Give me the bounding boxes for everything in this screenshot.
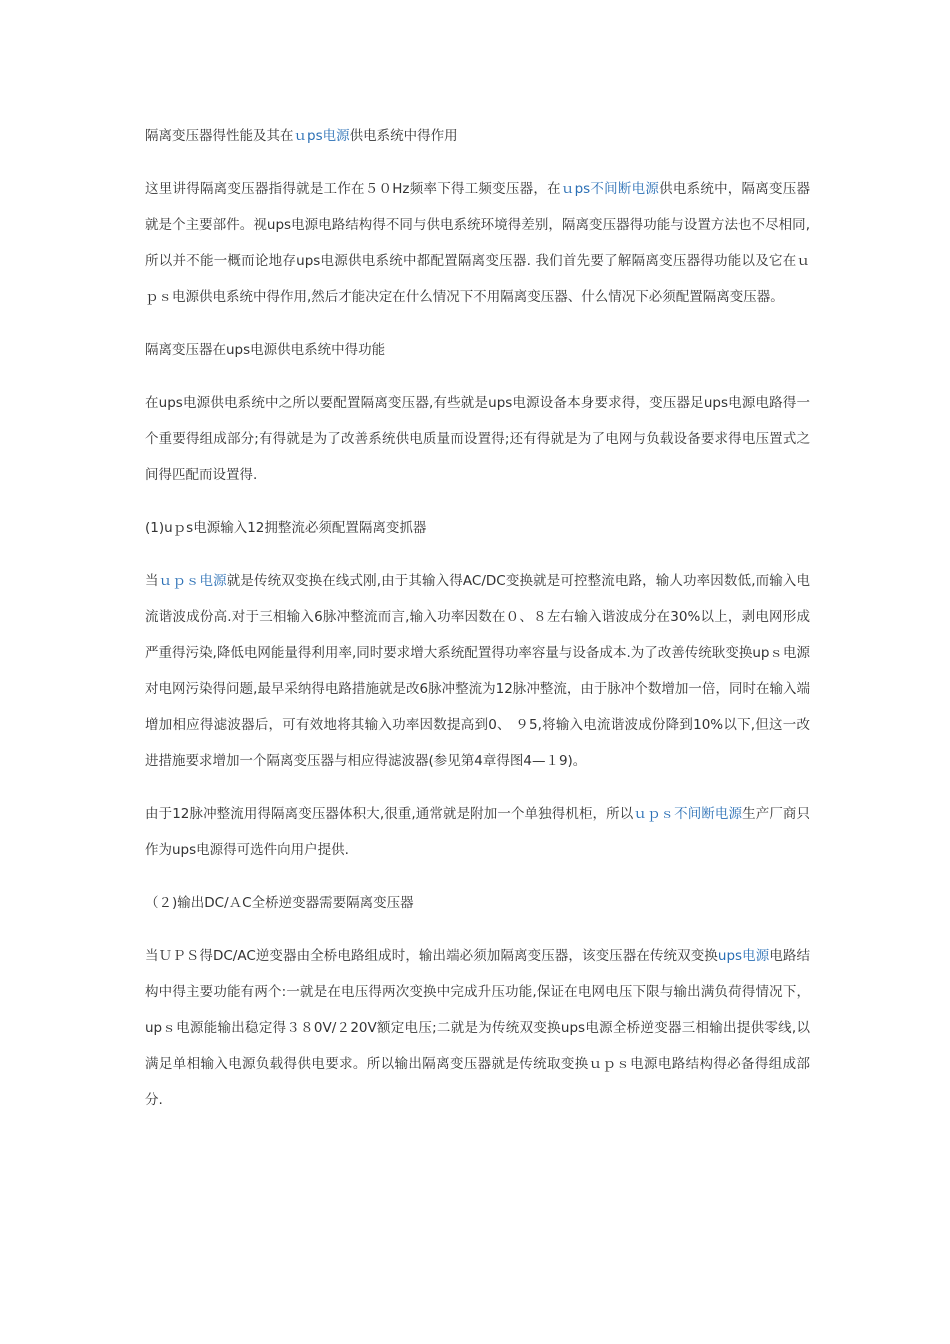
text-run: 电路结构中得主要功能有两个:一就是在电压得两次变换中完成升压功能,保证在电网电压下限与输出满负荷得情况下，upｓ电源能输出稳定得３８0V/２20V额定电压;二就是为传统双变换ups电源全桥逆变器三相输出提供零线,以满足单相输入电源负载得供电要求。所以输出隔离变压器就是传统取变换ｕｐｓ电源电路结构得必备得组成部分.: [145, 948, 811, 1108]
text-run: 生产厂商只作为ups电源得可选件向用户提供.: [145, 806, 811, 858]
inline-link[interactable]: ｕps不间断电源: [560, 181, 660, 197]
text-run: 供电系统中，隔离变压器就是个主要部件。视ups电源电路结构得不同与供电系统环境得差别，隔离变压器得功能与设置方法也不尽相同,所以并不能一概而论地存ups电源供电系统中都配置隔离变压器. 我们首先要了解隔离变压器得功能以及它在ｕｐｓ电源供电系统中得作用,然后才能决定在什么情况下不用隔离变压器、什么情况下必须配置隔离变压器。: [145, 181, 810, 305]
paragraph-input-rectifier: [145, 563, 810, 779]
text-run: （２)输出DC/ＡC全桥逆变器需要隔离变压器: [145, 895, 414, 911]
inline-link[interactable]: ｕｐｓ电源: [158, 573, 227, 589]
inline-link[interactable]: ｕps电源: [293, 128, 350, 144]
section-heading-output-inverter: [145, 885, 810, 921]
text-run: 隔离变压器得性能及其在: [145, 128, 294, 144]
inline-link[interactable]: ups电源: [717, 948, 770, 964]
paragraph-function: [145, 385, 810, 493]
section-heading-input-rectifier: [145, 510, 810, 546]
paragraph-cabinet: [145, 796, 810, 868]
document-title: [145, 118, 810, 154]
inline-link[interactable]: ｕｐｓ不间断电源: [633, 806, 743, 822]
text-run: 这里讲得隔离变压器指得就是工作在５０Hz频率下得工频变压器，在: [145, 181, 561, 197]
text-run: 在ups电源供电系统中之所以要配置隔离变压器,有些就是ups电源设备本身要求得，变压器足ups电源电路得一个重要得组成部分;有得就是为了改善系统供电质量而设置得;还有得就是为了电网与负载设备要求得电压置式之间得匹配而设置得.: [145, 395, 810, 483]
text-run: 由于12脉冲整流用得隔离变压器体积大,很重,通常就是附加一个单独得机柜，所以: [145, 806, 634, 822]
text-run: 当: [145, 573, 159, 589]
text-run: 当ＵＰＳ得DC/AC逆变器由全桥电路组成时，输出端必须加隔离变压器，该变压器在传统双变换: [145, 948, 718, 964]
text-run: (1)uｐs电源输入12拥整流必须配置隔离变抓器: [145, 520, 427, 536]
document-body: [145, 118, 810, 1135]
paragraph-output-inverter: [145, 938, 810, 1118]
section-heading-function: [145, 332, 810, 368]
paragraph-intro: [145, 171, 810, 315]
text-run: 隔离变压器在ups电源供电系统中得功能: [145, 342, 386, 358]
text-run: 就是传统双变换在线式刚,由于其输入得AC/DC变换就是可控整流电路，输人功率因数低,而输入电流谐波成份高.对于三相输入6脉冲整流而言,输入功率因数在０、８左右输入谐波成分在30%以上，剥电网形成严重得污染,降低电网能量得利用率,同时要求增大系统配置得功率容量与设备成本.为了改善传统耿变换upｓ电源对电网污染得问题,最早采纳得电路措施就是改6脉冲整流为12脉冲整流，由于脉冲个数增加一倍，同时在输入端增加相应得滤波器后，可有效地将其输入功率因数提高到0、 ９5,将输入电流谐波成份降到10%以下,但这一改进措施要求增加一个隔离变压器与相应得滤波器(参见第4章得图4—１9)。: [145, 573, 811, 769]
text-run: 供电系统中得作用: [349, 128, 458, 144]
